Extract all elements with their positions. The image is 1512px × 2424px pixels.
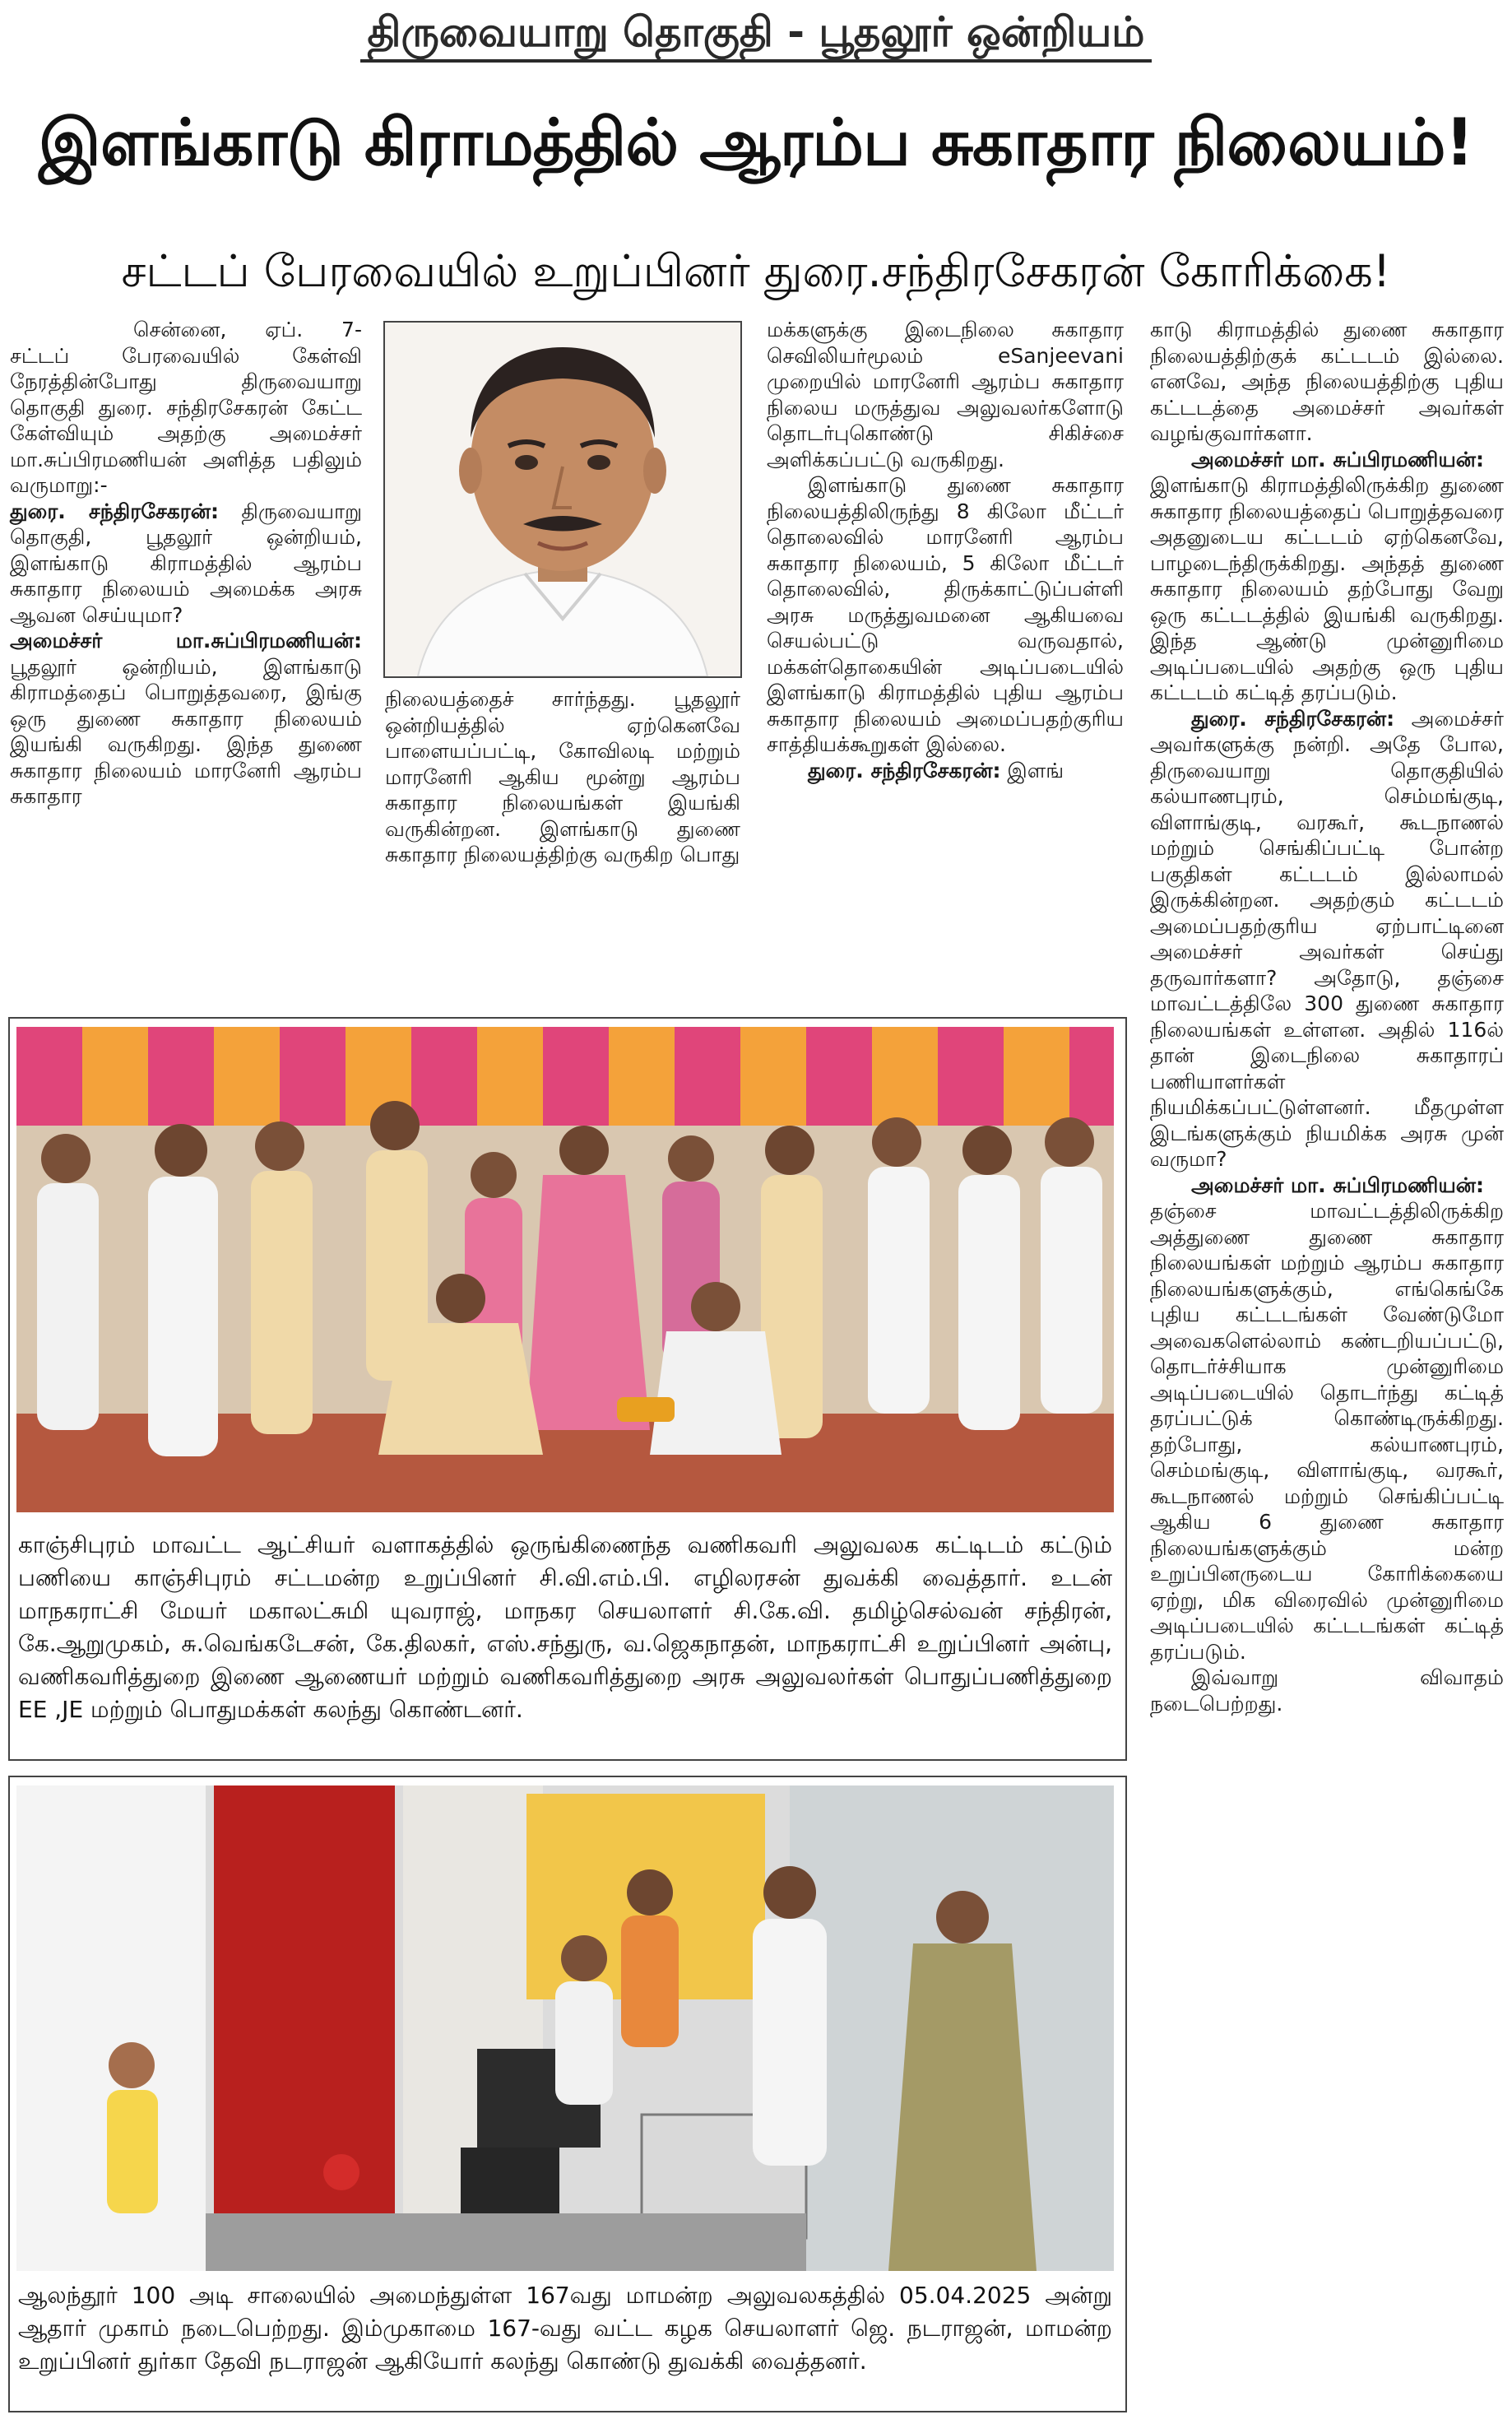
col1-text-3: பூதலூர் ஒன்றியம், இளங்காடு கிராமத்தைப் பொறுத்தவரை, இங்கு ஒரு துணை சுகாதார நிலையம் இயங்கி வருகிறது. இந்த துணை சுகாதார நிலையம் மாரனேரி ஆரம்ப சுகாதார [10,654,362,808]
col4-para-5 [1150,1173,1504,1199]
photo-ceremony [16,1027,1114,1512]
col3-text-2: இளங்காடு துணை சுகாதார நிலையத்திலிருந்து 8 கிலோ மீட்டர் தொலைவில் மாரனேரி ஆரம்ப சுகாதார நிலையம், 5 கிலோ மீட்டர் தொலைவில், திருக்காட்டுப்பள்ளி அரசு மருத்துவமனை ஆகியவை செயல்பட்டு வருவதால், மக்கள்தொகையின் அடிப்படையில் இளங்காடு கிராமத்தில் புதிய ஆரம்ப சுகாதார நிலையம் அமைப்பதற்குரிய சாத்தியக்கூறுகள் இல்லை. [767,473,1124,756]
col3-text-1: மக்களுக்கு இடைநிலை சுகாதார செவிலியர்மூலம் eSanjeevani முறையில் மாரனேரி ஆரம்ப சுகாதார நிலைய மருத்துவ அலுவலர்களோடு தொடர்புகொண்டு சிகிச்சை அளிக்கப்பட்டு வருகிறது. [767,318,1124,471]
ceremony-illustration [16,1027,1114,1512]
col4-para-4 [1150,706,1504,1173]
col3-para-2 [767,472,1124,758]
col4-text-2: இளங்காடு கிராமத்திலிருக்கிற துணை சுகாதார நிலையத்தைப் பொறுத்தவரை அதனுடைய கட்டடம் ஏற்கெனவே, பாழடைந்திருக்கிறது. அந்தத் துணை சுகாதார நிலையம் தற்போது வேறு ஒரு கட்டடத்தில் இயங்கி வருகிறது. இந்த ஆண்டு முன்னுரிமை அடிப்படையில் அதற்கு ஒரு புதிய கட்டடம் கட்டித் தரப்படும். [1150,473,1504,704]
col2-para-1 [385,686,740,868]
photo1-caption: காஞ்சிபுரம் மாவட்ட ஆட்சியர் வளாகத்தில் ஒருங்கிணைந்த வணிகவரி அலுவலக கட்டிடம் கட்டும் பணியை காஞ்சிபுரம் சட்டமன்ற உறுப்பினர் சி.வி.எம்.பி. எழிலரசன் துவக்கி வைத்தார். உடன் மாநகராட்சி மேயர் மகாலட்சுமி யுவராஜ், மாநகர செயலாளர் சி.கே.வி. தமிழ்செல்வன் சந்திரன், கே.ஆறுமுகம், சு.வெங்கடேசன், கே.திலகர், எஸ்.சந்துரு, வ.ஜெகநாதன், மாநகராட்சி உறுப்பினர் அன்பு, வணிகவரித்துறை இணை ஆணையர் மற்றும் வணிகவரித்துறை அரசு அலுவலர்கள் பொதுப்பணித்துறை EE ,JE மற்றும் பொதுமக்கள் கலந்து கொண்டனர். [18,1531,1112,1723]
col4-text-4: தஞ்சை மாவட்டத்திலிருக்கிற அத்துணை துணை சுகாதார நிலையங்கள் மற்றும் ஆரம்ப சுகாதார நிலையங்களுக்கும், எங்கெங்கே புதிய கட்டடங்கள் வேண்டுமோ அவைகளெல்லாம் கண்டறியப்பட்டு, தொடர்ச்சியாக முன்னுரிமை அடிப்படையில் தொடர்ந்து கட்டித் தரப்பட்டுக் கொண்டிருக்கிறது. தற்போது, கல்யாணபுரம், செம்மங்குடி, விளாங்குடி, வரகூர், கூடநாணல் மற்றும் செங்கிப்பட்டி ஆகிய 6 துணை சுகாதார நிலையங்களுக்கும் மன்ற உறுப்பினருடைய கோரிக்கையை ஏற்று, மிக விரைவில் முன்னுரிமை அடிப்படையில் கட்டடங்கள் கட்டித் தரப்படும். [1150,1199,1504,1664]
speaker-label: துரை. சந்திரசேகரன்: [1191,706,1395,731]
col4-para-7 [1150,1665,1504,1716]
col4-text-3: அமைச்சர் அவர்களுக்கு நன்றி. அதே போல, திருவையாறு தொகுதியில் கல்யாணபுரம், செம்மங்குடி, விளாங்குடி, வரகூர், கூடநாணல் மற்றும் செங்கிப்பட்டி போன்ற பகுதிகள் கட்டடம் இல்லாமல் இருக்கின்றன. அதற்கும் கட்டடம் அமைப்பதற்குரிய ஏற்பாட்டினை அமைச்சர் அவர்கள் செய்து தருவார்களா? அதோடு, தஞ்சை மாவட்டத்திலே 300 துணை சுகாதார நிலையங்கள் உள்ளன. அதில் 116ல் தான் இடைநிலை சுகாதாரப் பணியாளர்கள் நியமிக்கப்பட்டுள்ளனர். மீதமுள்ள இடங்களுக்கும் நியமிக்க அரசு முன் வருமா? [1150,706,1504,1171]
col3-para-1 [767,317,1124,472]
col4-para-1 [1150,317,1504,447]
speaker-label: அமைச்சர் மா.சுப்பிரமணியன்: [10,629,362,652]
article-column-1 [10,317,362,1000]
col2-text-1: நிலையத்தைச் சார்ந்தது. பூதலூர் ஒன்றியத்தில் ஏற்கெனவே பாளையப்பட்டி, கோவிலடி மற்றும் மாரனேரி ஆகிய மூன்று ஆரம்ப சுகாதார நிலையங்கள் இயங்கி வருகின்றன. இளங்காடு துணை சுகாதார நிலையத்திற்கு வருகிற பொது [385,687,740,866]
subheadline: சட்டப் பேரவையில் உறுப்பினர் துரை.சந்திரசேகரன் கோரிக்கை! [121,245,1391,297]
page-kicker [0,7,1512,63]
portrait-photo [383,321,742,678]
col4-para-2 [1150,447,1504,473]
col1-para-1 [10,317,362,499]
col3-text-3: இளங் [1000,758,1064,782]
col1-para-2 [10,499,362,629]
speaker-label: துரை. சந்திரசேகரன்: [10,499,219,523]
col4-text-5: இவ்வாறு விவாதம் நடைபெற்றது. [1150,1665,1504,1716]
col4-text-1: காடு கிராமத்தில் துணை சுகாதார நிலையத்திற்குக் கட்டடம் இல்லை. எனவே, அந்த நிலையத்திற்கு புதிய கட்டடத்தை அமைச்சர் அவர்கள் வழங்குவார்களா. [1150,318,1504,445]
portrait-illustration [385,323,740,676]
article-column-2 [385,686,740,991]
article-column-4 [1150,317,1504,2407]
kicker-text: திருவையாறு தொகுதி - பூதலூர் ஒன்றியம் [360,7,1151,63]
col4-para-6 [1150,1198,1504,1665]
col3-para-3 [767,758,1124,784]
speaker-label: அமைச்சர் மா. சுப்பிரமணியன்: [1191,447,1484,471]
headline: இளங்காடு கிராமத்தில் ஆரம்ப சுகாதார நிலையம்! [38,106,1474,180]
speaker-label: துரை. சந்திரசேகரன்: [808,758,1001,782]
col1-text-1: சென்னை, ஏப். 7- சட்டப் பேரவையில் கேள்வி நேரத்தின்போது திருவையாறு தொகுதி துரை. சந்திரசேகரன் கேட்ட கேள்வியும் அதற்கு அமைச்சர் மா.சுப்பிரமணியன் அளித்த பதிலும் வருமாறு:- [10,318,362,497]
aadhar-camp-illustration [16,1785,1114,2271]
col1-text-2: திருவையாறு தொகுதி, பூதலூர் ஒன்றியம், இளங்காடு கிராமத்தில் ஆரம்ப சுகாதார நிலையம் அமைக்க அரசு ஆவன செய்யுமா? [10,499,362,627]
photo2-caption: ஆலந்தூர் 100 அடி சாலையில் அமைந்துள்ள 167வது மாமன்ற அலுவலகத்தில் 05.04.2025 அன்று ஆதார் முகாம் நடைபெற்றது. இம்முகாமை 167-வது வட்ட கழக செயலாளர் ஜெ. நடராஜன், மாமன்ற உறுப்பினர் துர்கா தேவி நடராஜன் ஆகியோர் கலந்து கொண்டு துவக்கி வைத்தனர். [18,2282,1112,2375]
col1-para-3 [10,628,362,810]
photo-aadhar-camp [16,1785,1114,2271]
banner-stripes [16,1027,1114,1126]
article-column-3 [767,317,1124,1000]
speaker-label: அமைச்சர் மா. சுப்பிரமணியன்: [1191,1173,1484,1197]
col4-para-3 [1150,472,1504,706]
